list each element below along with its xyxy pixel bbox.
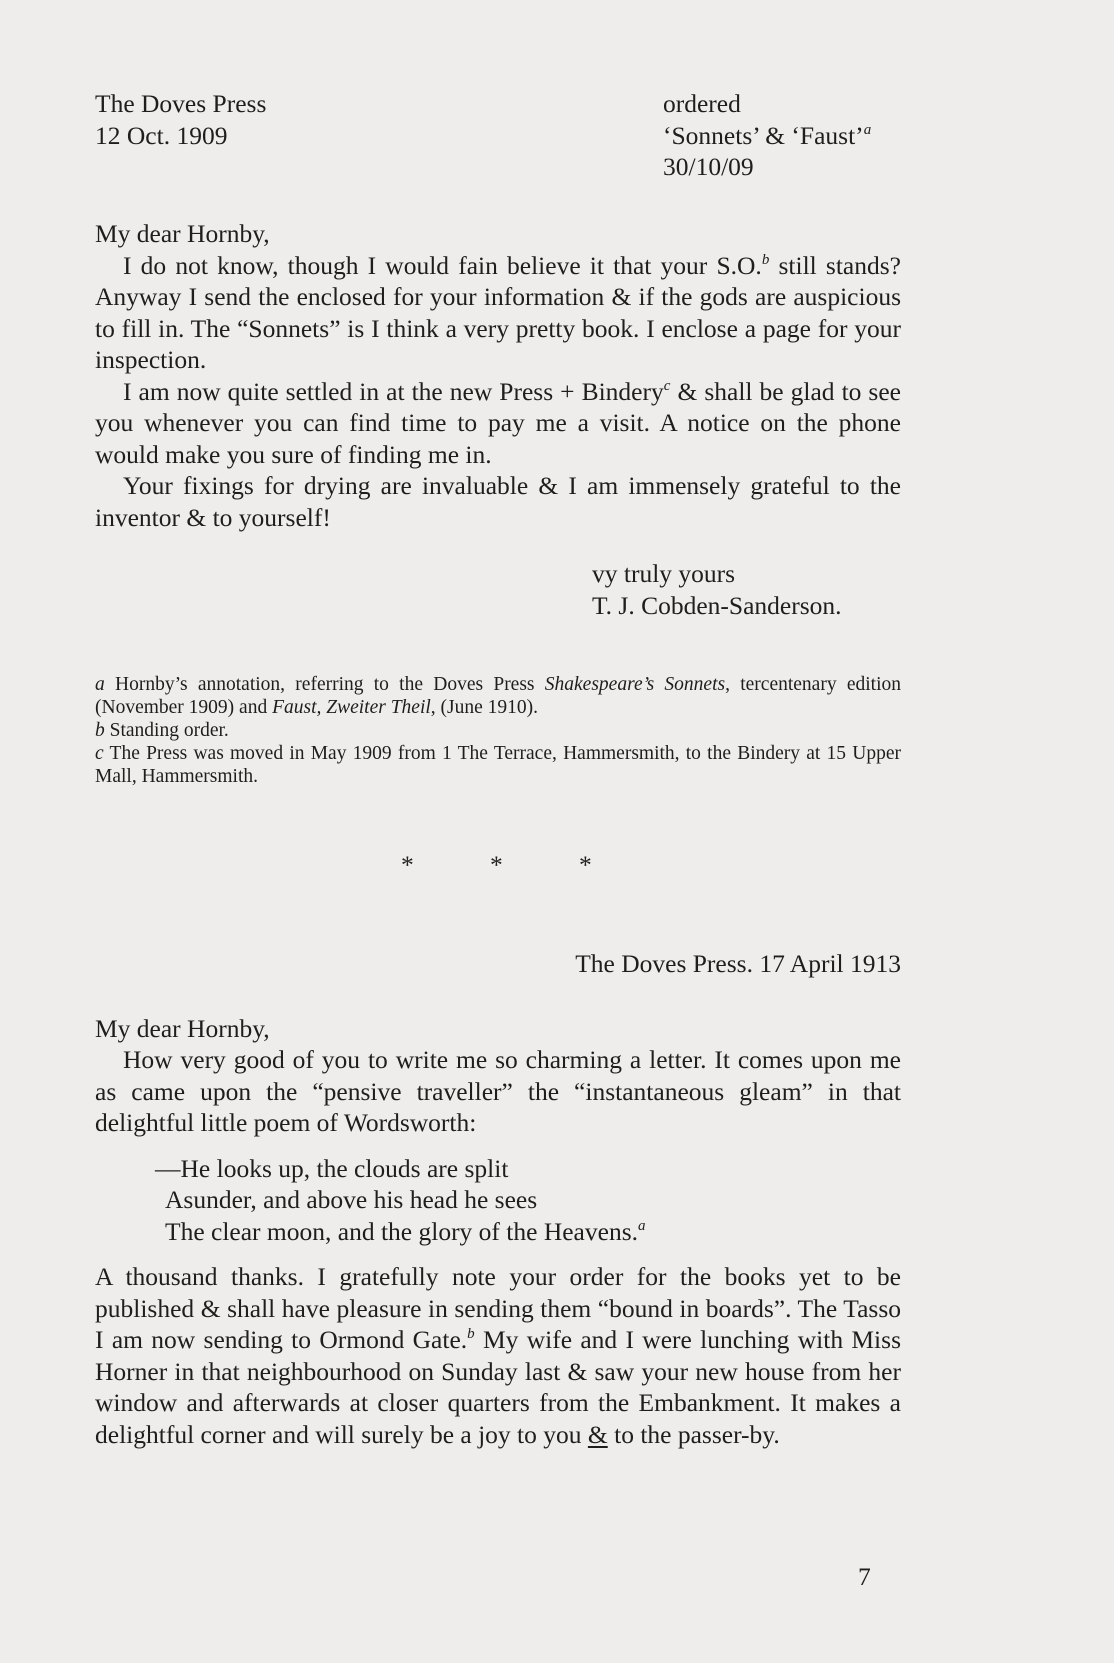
signature: T. J. Cobden-Sanderson. (592, 590, 842, 620)
letter1-header (95, 88, 901, 183)
letter2-paragraph-2: A thousand thanks. I gratefully note your order for the books yet to be published & shall have pleasure in sending them “bound in boards”. The Tasso I am now sending to Ormond Gate.$^b$ My wife and I were lunching with Miss Horner in that neighbourhood on Sunday last & saw your new house from her window and afterwards at closer quarters from the Embankment. It makes a delightful corner and will surely be a joy to you & to the passer-by. (95, 1262, 901, 1449)
separator-star: * (490, 850, 503, 879)
letter2-dateline: The Doves Press. 17 April 1913 (575, 949, 901, 978)
header-left (95, 88, 266, 183)
separator-star: * (579, 850, 592, 879)
header-date: 12 Oct. 1909 (95, 120, 228, 150)
poem-line: Asunder, and above his head he sees (165, 1185, 538, 1214)
poem-line: —He looks up, the clouds are split (155, 1153, 509, 1183)
header-order-date: 30/10/09 (663, 152, 754, 181)
footnote-ref-a: a (863, 121, 872, 138)
footnote-a: a Hornby’s annotation, referring to the Doves Press Shakespeare’s Sonnets, tercentenary edition (November 1909) and Faust, Zweiter Theil, (June 1910). (95, 674, 901, 718)
footnote-b: b Standing order. (95, 720, 229, 741)
letter1-paragraph-2: I am now quite settled in at the new Press + Bindery$^c$ & shall be glad to see you whenever you can find time to pay me a visit. A notice on the phone would make you sure of finding me in. (95, 376, 901, 469)
header-titles: ‘Sonnets’ & ‘Faust’$^a$ (663, 120, 872, 150)
page-number: 7 (858, 1562, 871, 1591)
letter2-paragraph-1: How very good of you to write me so charming a letter. It comes upon me as came upon the “pensive traveller” the “instantaneous gleam” in that delightful little poem of Wordsworth: (95, 1045, 901, 1137)
footnote-ref-b: b (761, 251, 770, 268)
letter2 (95, 948, 901, 1450)
letter1-closing (95, 558, 901, 621)
footnote-ref-c: c (663, 377, 671, 394)
letter1-body (95, 218, 901, 533)
header-ordered: ordered (663, 89, 741, 118)
letter1-paragraph-3: Your fixings for drying are invaluable & I am immensely grateful to the inventor & to yourself! (95, 471, 901, 532)
footnote-ref-b: b (467, 1326, 475, 1342)
letter2-salutation: My dear Hornby, (95, 1013, 270, 1043)
section-separator (95, 850, 901, 880)
poem-quote (155, 1153, 901, 1248)
separator-star: * (401, 850, 414, 879)
closing-phrase: vy truly yours (592, 559, 736, 588)
header-press: The Doves Press (95, 89, 267, 118)
header-right (663, 88, 901, 183)
letter1-paragraph-1: I do not know, though I would fain believe it that your S.O.$^b$ still stands? Anyway I send the enclosed for your information & if the gods are auspicious to fill in. The “Sonnets” is I think a very pretty book. I enclose a page for your inspection. (95, 250, 901, 374)
poem-line: The clear moon, and the glory of the Heavens.$^a$ (165, 1216, 646, 1246)
footnote-ref-a: a (638, 1217, 646, 1234)
footnote-c: c The Press was moved in May 1909 from 1 The Terrace, Hammersmith, to the Bindery at 15 Upper Mall, Hammersmith. (95, 743, 901, 787)
footnotes (95, 673, 901, 788)
letter1-salutation: My dear Hornby, (95, 219, 270, 248)
